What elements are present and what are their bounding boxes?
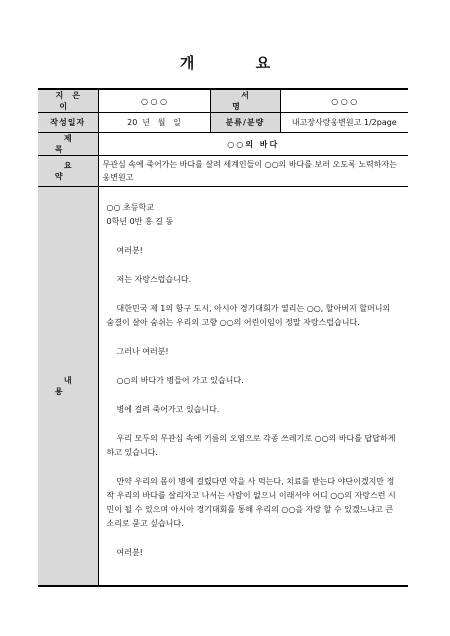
subject-label: 제 목 — [38, 133, 98, 156]
signature-value: ○ ○ ○ — [280, 89, 408, 113]
student-line: 0학년 0반 홍 길 동 — [106, 217, 174, 226]
signature-label: 서 명 — [210, 89, 280, 113]
content-row — [38, 187, 408, 587]
summary-value: 무관심 속에 죽어가는 바다를 살려 세계인들이 ○○의 바다를 보러 오도록 노력하자는 웅변원고 — [98, 156, 408, 187]
writer-row — [38, 89, 408, 113]
date-label: 작성일자 — [38, 113, 98, 133]
paragraph: 만약 우리의 몸이 병에 걸렸다면 약을 사 먹는다, 치료를 받는다 야단이겠지만 정작 우리의 바다를 살리자고 나서는 사람이 없으니 이래서야 어디 ○○의 자랑스런 시민이 될 수 있으며 아시아 경기대회를 통해 우리의 ○○을 자랑 할 수 있겠느냐고 큰 소리로 묻고 싶습니다. — [106, 477, 396, 528]
content-label: 내 용 — [38, 187, 98, 587]
paragraph: 대한민국 제 1의 항구 도시, 아시아 경기대회가 열리는 ○○, 할아버지 할머니의 숨결이 살아 숨쉬는 우리의 고향 ○○의 어린이임이 정말 자랑스럽습니다. — [106, 304, 391, 327]
summary-row — [38, 156, 408, 187]
paragraph: 여러분! — [116, 246, 143, 255]
paragraph: 여러분! — [116, 548, 143, 557]
date-value: 20 년 월 일 — [98, 113, 210, 133]
content-body — [98, 187, 408, 587]
subject-row — [38, 133, 408, 156]
category-label: 분류/분량 — [210, 113, 280, 133]
paragraph: 우리 모두의 무관심 속에 기름의 오염으로 각종 쓰레기로 ○○의 바다를 답답하게 하고 있습니다. — [106, 434, 396, 457]
date-row — [38, 113, 408, 133]
writer-label: 지은이 — [38, 89, 98, 113]
paragraph: 그러나 여러분! — [116, 347, 169, 356]
summary-label: 요 약 — [38, 156, 98, 187]
paragraph: ○○의 바다가 병들어 가고 있습니다. — [116, 376, 244, 385]
school-line: ○○ 초등학교 — [106, 203, 154, 212]
page-title: 개 요 — [179, 54, 299, 72]
paragraph: 저는 자랑스럽습니다. — [116, 275, 192, 284]
overview-form-table — [38, 88, 408, 587]
category-value: 내고장사랑웅변원고 1/2page — [280, 113, 408, 133]
writer-value: ○ ○ ○ — [98, 89, 210, 113]
paragraph: 병에 걸려 죽어가고 있습니다. — [116, 405, 220, 414]
subject-value: ○○의 바다 — [98, 133, 408, 156]
